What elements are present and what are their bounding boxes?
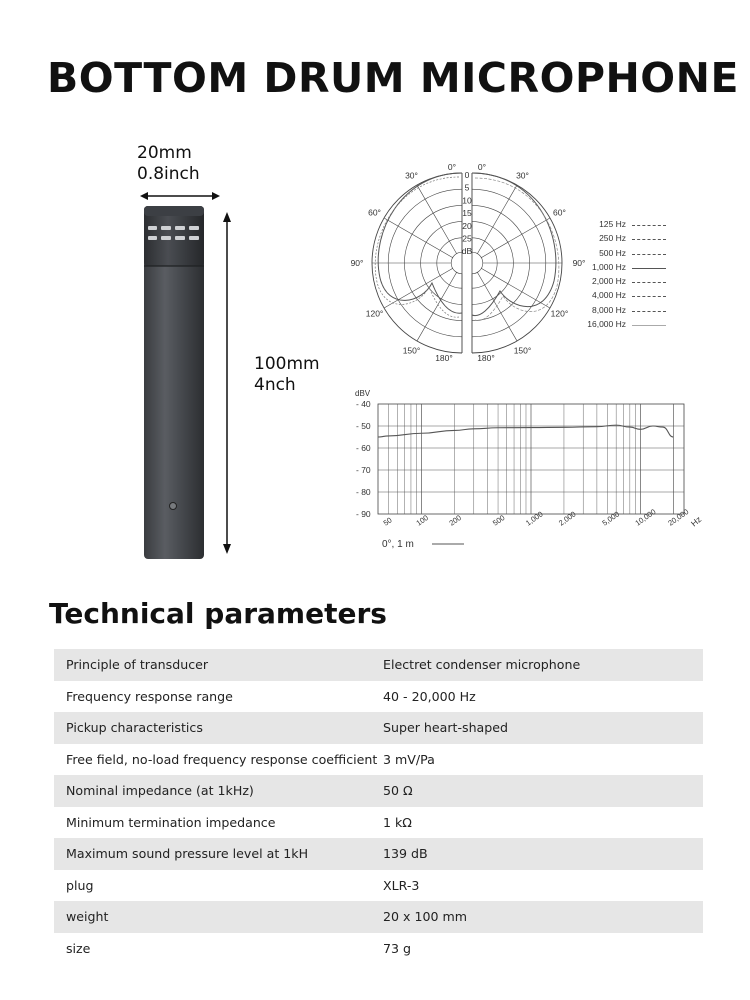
polar-angle-label: 0° <box>447 162 457 172</box>
section-title: Technical parameters <box>49 597 387 630</box>
spec-label: size <box>66 940 91 956</box>
spec-label: Pickup characteristics <box>54 712 379 744</box>
legend-swatch <box>632 268 666 269</box>
legend-swatch <box>632 282 666 283</box>
legend-item <box>560 233 670 247</box>
width-dimension-label <box>137 143 200 185</box>
polar-ring-right <box>472 252 483 274</box>
polar-spoke <box>481 268 550 308</box>
spec-row <box>54 712 703 744</box>
spec-row <box>54 901 703 933</box>
polar-angle-label: 180° <box>435 353 453 363</box>
legend-swatch <box>632 239 666 240</box>
polar-angle-label: 30° <box>516 170 529 181</box>
frequency-y-tick: - 40 <box>356 399 371 409</box>
spec-value: Super heart-shaped <box>379 712 703 744</box>
frequency-x-tick: 200 <box>447 513 463 528</box>
width-mm: 20mm <box>137 143 192 163</box>
spec-value: 20 x 100 mm <box>379 901 703 933</box>
polar-angle-label: 180° <box>477 353 495 363</box>
polar-legend <box>560 219 670 333</box>
frequency-grid <box>378 404 684 514</box>
length-mm: 100mm <box>254 354 320 374</box>
polar-spoke <box>417 272 457 341</box>
spec-label: plug <box>66 877 94 893</box>
legend-item <box>560 262 670 276</box>
polar-angle-label: 60° <box>368 207 381 218</box>
legend-swatch <box>632 296 666 297</box>
legend-item <box>560 305 670 319</box>
legend-item <box>560 276 670 290</box>
spec-value: 50 Ω <box>379 775 703 807</box>
polar-angle-label: 60° <box>553 207 566 218</box>
legend-label: 250 Hz <box>599 233 626 244</box>
polar-angle-label: 90° <box>350 258 364 268</box>
spec-value: XLR-3 <box>383 877 420 893</box>
frequency-response-chart <box>348 385 720 555</box>
polar-angle-label: 150° <box>513 345 532 356</box>
polar-db-tick: 20 <box>462 220 472 231</box>
frequency-response-curve <box>378 425 673 437</box>
length-inch: 4nch <box>254 375 296 395</box>
frequency-x-tick: 50 <box>381 515 394 528</box>
polar-response-curve <box>375 177 459 317</box>
frequency-x-tick: 5,000 <box>600 509 622 528</box>
frequency-y-tick: - 70 <box>356 465 371 475</box>
spec-label: weight <box>54 901 379 933</box>
frequency-y-unit: dBV <box>355 389 371 398</box>
polar-angle-label: 150° <box>402 345 421 356</box>
polar-angle-label: 30° <box>405 170 418 181</box>
microphone-illustration <box>120 192 250 562</box>
spec-table <box>54 649 703 964</box>
legend-label: 1,000 Hz <box>591 261 626 272</box>
frequency-y-tick: - 80 <box>356 487 371 497</box>
frequency-x-tick: 10,000 <box>633 507 658 528</box>
polar-angle-label: 120° <box>365 308 384 319</box>
spec-label: Maximum sound pressure level at 1kH <box>54 838 379 870</box>
legend-item <box>560 219 670 233</box>
polar-spoke <box>481 218 550 258</box>
frequency-y-tick: - 50 <box>356 421 371 431</box>
polar-ring-left <box>451 252 462 274</box>
width-inch: 0.8inch <box>137 164 200 184</box>
polar-db-tick: 25 <box>462 233 472 244</box>
polar-spoke <box>417 185 457 254</box>
frequency-x-tick: 100 <box>414 513 430 528</box>
spec-row <box>54 807 703 839</box>
polar-spoke <box>477 272 517 341</box>
legend-swatch <box>632 325 666 326</box>
legend-label: 8,000 Hz <box>591 304 626 315</box>
polar-db-tick: dB <box>461 246 473 257</box>
spec-value: Electret condenser microphone <box>379 649 703 681</box>
legend-swatch <box>632 311 666 312</box>
spec-label: Principle of transducer <box>54 649 379 681</box>
legend-swatch <box>632 225 666 226</box>
legend-swatch <box>632 254 666 255</box>
polar-spoke <box>384 218 453 258</box>
frequency-x-unit: Hz <box>688 514 704 529</box>
spec-label: Free field, no-load frequency response coefficient <box>66 751 378 767</box>
frequency-labels <box>355 389 703 550</box>
frequency-x-tick: 2,000 <box>556 509 578 528</box>
frequency-y-tick: - 60 <box>356 443 371 453</box>
polar-labels <box>351 162 586 363</box>
polar-angle-label: 0° <box>477 162 487 172</box>
legend-item <box>560 319 670 333</box>
polar-db-tick: 5 <box>464 182 470 193</box>
spec-value: 40 - 20,000 Hz <box>383 688 476 704</box>
polar-angle-label: 120° <box>550 308 569 319</box>
legend-item <box>560 290 670 304</box>
frequency-condition: 0°, 1 m <box>382 539 414 550</box>
spec-row <box>54 681 703 713</box>
spec-row <box>54 933 703 965</box>
legend-label: 2,000 Hz <box>591 276 626 287</box>
spec-row <box>54 870 703 902</box>
spec-row <box>54 775 703 807</box>
legend-label: 125 Hz <box>599 219 626 229</box>
polar-db-tick: 0 <box>464 170 470 180</box>
spec-value: 139 dB <box>379 838 703 870</box>
spec-label: Nominal impedance (at 1kHz) <box>54 775 379 807</box>
frequency-x-tick: 1,000 <box>523 509 545 528</box>
page-title: BOTTOM DRUM MICROPHONE <box>47 54 739 102</box>
frequency-x-tick: 20,000 <box>666 507 691 528</box>
frequency-y-tick: - 90 <box>356 509 371 519</box>
spec-value: 3 mV/Pa <box>383 751 435 767</box>
spec-label: Minimum termination impedance <box>66 814 276 830</box>
polar-angle-label: 90° <box>572 258 586 268</box>
spec-label: Frequency response range <box>66 688 233 704</box>
spec-row <box>54 649 703 681</box>
length-dimension-label <box>254 354 320 396</box>
spec-value: 73 g <box>383 940 412 956</box>
frequency-x-tick: 500 <box>491 513 507 528</box>
legend-item <box>560 248 670 262</box>
legend-label: 4,000 Hz <box>591 290 626 301</box>
polar-db-tick: 10 <box>462 195 472 206</box>
spec-row <box>54 838 703 870</box>
legend-label: 16,000 Hz <box>587 319 626 330</box>
polar-db-tick: 15 <box>462 208 472 219</box>
spec-row <box>54 744 703 776</box>
spec-value: 1 kΩ <box>383 814 412 830</box>
legend-label: 500 Hz <box>599 247 626 258</box>
polar-spoke <box>477 185 517 254</box>
